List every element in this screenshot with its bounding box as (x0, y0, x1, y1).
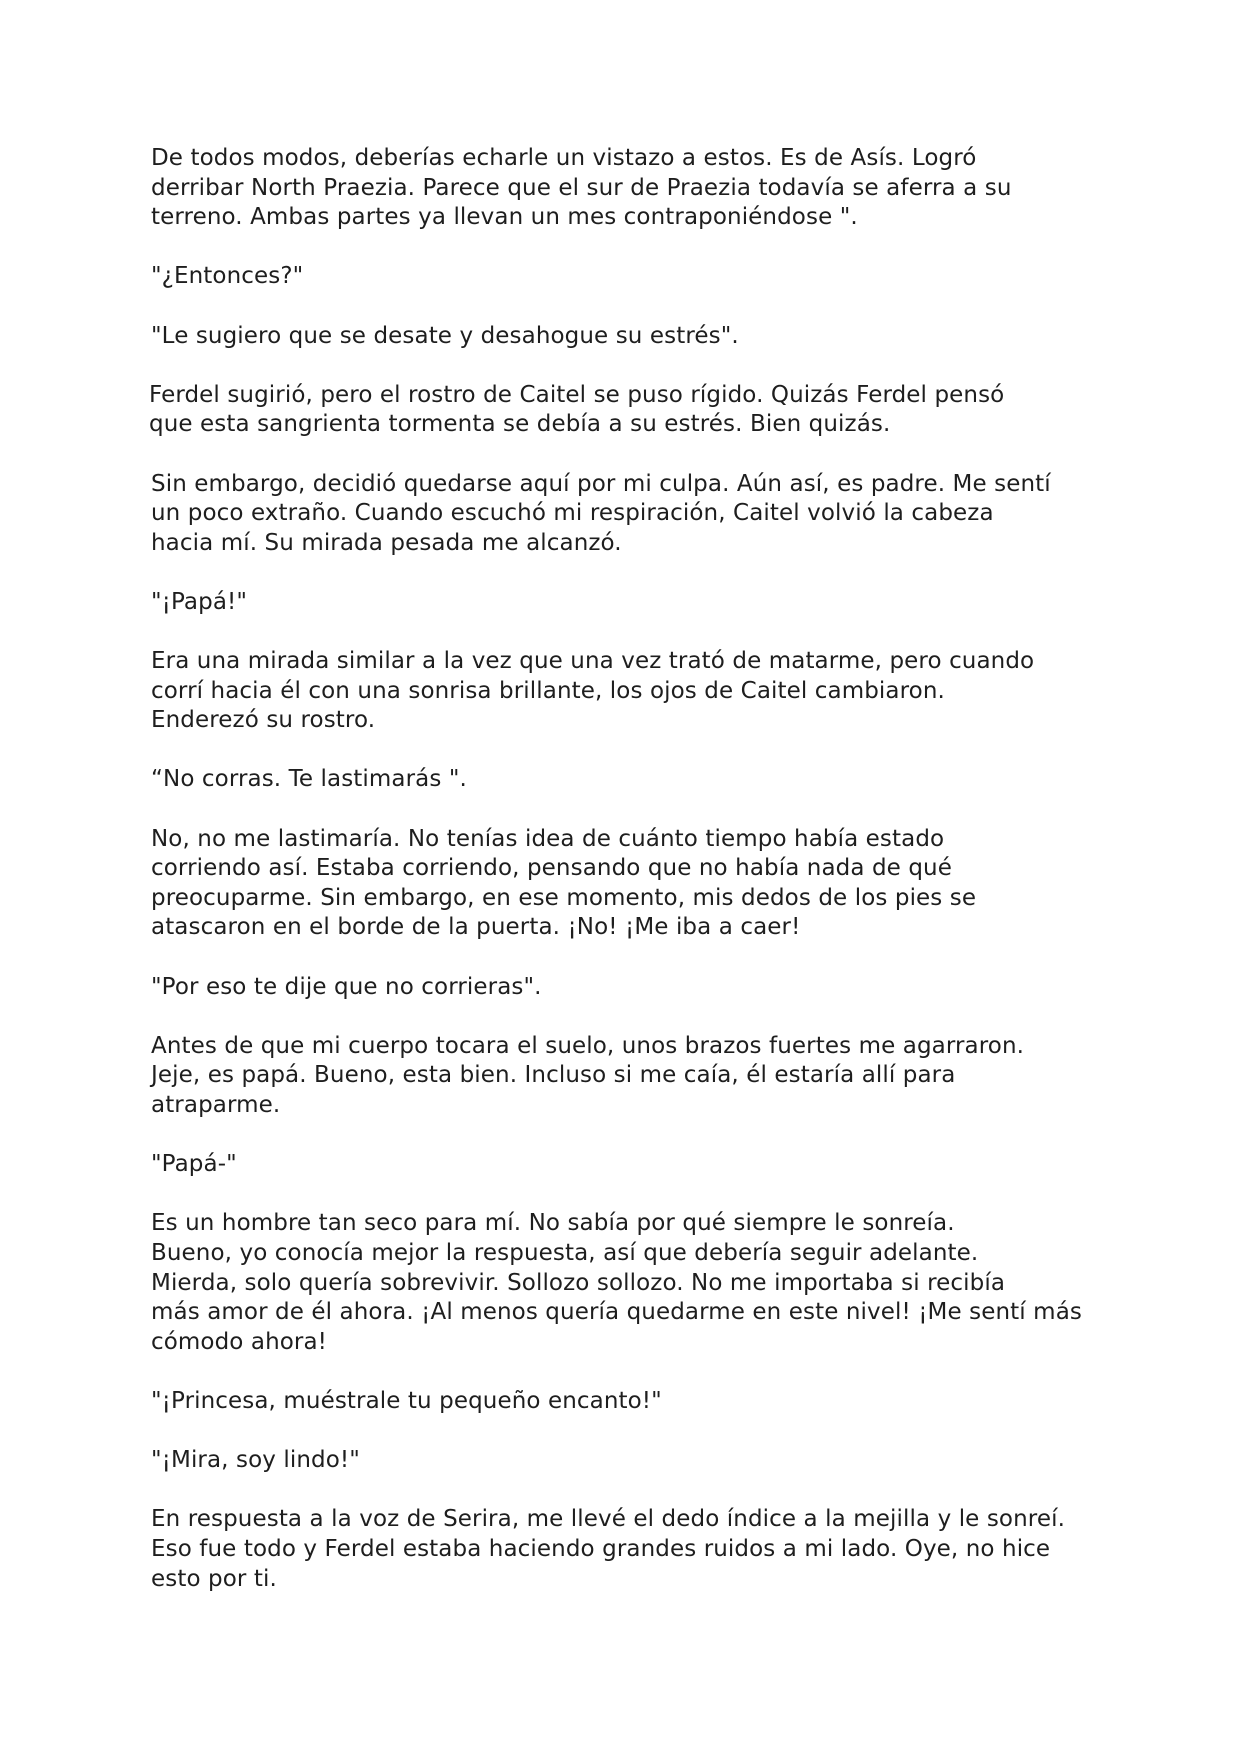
text-line: Ferdel sugirió, pero el rostro de Caitel se puso rígido. Quizás Ferdel pensó (149, 381, 1005, 408)
text-line: “No corras. Te lastimarás ". (151, 766, 467, 793)
text-line: corrí hacia él con una sonrisa brillante, los ojos de Caitel cambiaron. (151, 677, 945, 704)
text-line: atraparme. (151, 1092, 281, 1118)
text-line: "¡Princesa, muéstrale tu pequeño encanto!" (151, 1387, 662, 1414)
dialogue-line (151, 1150, 1111, 1180)
text-line: atascaron en el borde de la puerta. ¡No! ¡Me iba a caer! (151, 914, 801, 941)
paragraph (151, 1032, 1111, 1121)
text-line: Mierda, solo quería sobrevivir. Sollozo sollozo. No me importaba si recibía (151, 1269, 1006, 1296)
text-line: Enderezó su rostro. (151, 707, 376, 734)
paragraph (151, 825, 1111, 943)
paragraph (149, 381, 1111, 440)
text-line: "¡Papá!" (151, 588, 248, 615)
text-line: "Papá-" (151, 1151, 237, 1178)
text-line: Es un hombre tan seco para mí. No sabía por qué siempre le sonreía. (151, 1210, 955, 1237)
dialogue-line (151, 765, 1111, 795)
dialogue-line (151, 322, 1111, 352)
document-body (151, 144, 1111, 1624)
text-line: corriendo así. Estaba corriendo, pensando que no había nada de qué (151, 855, 952, 882)
text-line: "¡Mira, soy lindo!" (151, 1447, 360, 1474)
text-line: hacia mí. Su mirada pesada me alcanzó. (151, 529, 622, 556)
text-line: preocuparme. Sin embargo, en ese momento, mis dedos de los pies se (151, 884, 977, 911)
text-line: Jeje, es papá. Bueno, esta bien. Incluso si me caía, él estaría allí para (151, 1062, 956, 1089)
text-line: un poco extraño. Cuando escuchó mi respiración, Caitel volvió la cabeza (151, 500, 994, 527)
paragraph (151, 1505, 1111, 1594)
dialogue-line (151, 262, 1111, 292)
text-line: En respuesta a la voz de Serira, me llevé el dedo índice a la mejilla y le sonreí. (151, 1506, 1065, 1533)
text-line: Eso fue todo y Ferdel estaba haciendo grandes ruidos a mi lado. Oye, no hice (151, 1535, 1051, 1562)
dialogue-line (151, 1446, 1111, 1476)
paragraph (151, 1209, 1111, 1357)
text-line: De todos modos, deberías echarle un vistazo a estos. Es de Asís. Logró (151, 145, 977, 171)
text-line: "Le sugiero que se desate y desahogue su estrés". (151, 322, 739, 349)
text-line: Bueno, yo conocía mejor la respuesta, así que debería seguir adelante. (151, 1239, 979, 1266)
dialogue-line (151, 588, 1111, 618)
text-line: cómodo ahora! (151, 1328, 327, 1355)
text-line: Sin embargo, decidió quedarse aquí por mi culpa. Aún así, es padre. Me sentí (151, 470, 1051, 497)
text-line: derribar North Praezia. Parece que el sur de Praezia todavía se aferra a su (151, 174, 1012, 201)
dialogue-line (151, 973, 1111, 1003)
dialogue-line (151, 1387, 1111, 1417)
text-line: Antes de que mi cuerpo tocara el suelo, unos brazos fuertes me agarraron. (151, 1032, 1025, 1059)
text-line: que esta sangrienta tormenta se debía a su estrés. Bien quizás. (149, 411, 891, 438)
paragraph (151, 470, 1111, 559)
paragraph (151, 647, 1111, 736)
text-line: "¿Entonces?" (151, 263, 304, 290)
text-line: "Por eso te dije que no corrieras". (151, 973, 542, 1000)
text-line: No, no me lastimaría. No tenías idea de cuánto tiempo había estado (151, 825, 945, 852)
text-line: más amor de él ahora. ¡Al menos quería quedarme en este nivel! ¡Me sentí más (151, 1299, 1082, 1326)
text-line: Era una mirada similar a la vez que una vez trató de matarme, pero cuando (151, 648, 1035, 675)
text-line: esto por ti. (151, 1565, 277, 1592)
paragraph (151, 144, 1111, 233)
text-line: terreno. Ambas partes ya llevan un mes contraponiéndose ". (151, 204, 858, 231)
